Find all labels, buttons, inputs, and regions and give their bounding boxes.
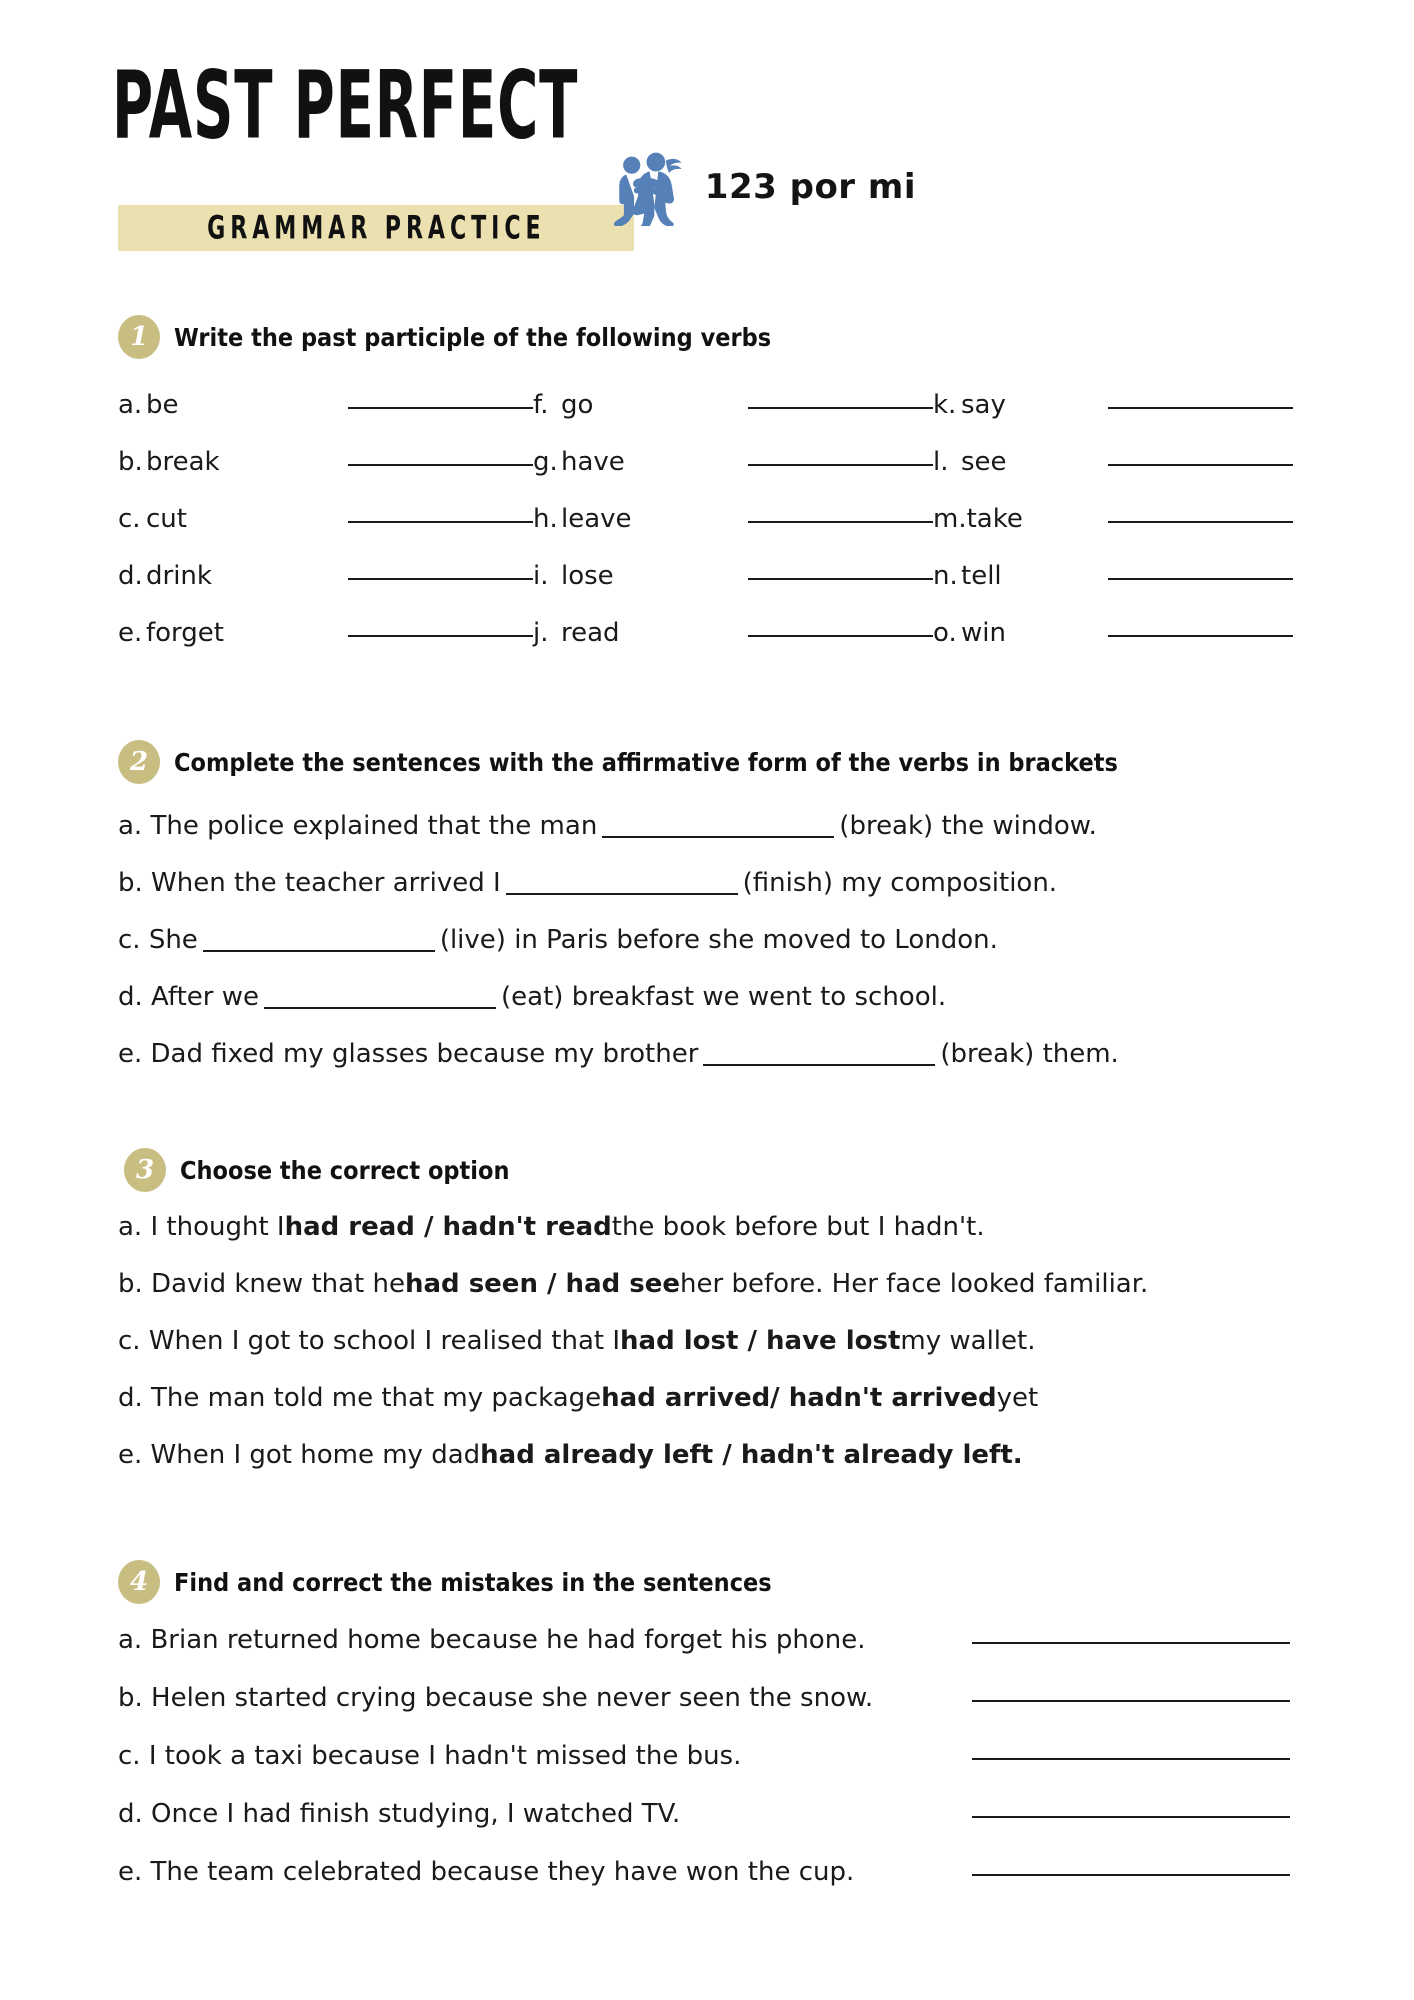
verb-answer-line[interactable] [1108, 464, 1293, 466]
mistake-sentence-item [118, 1799, 1290, 1857]
sentence-text: Brian returned home because he had forget his phone. [150, 1625, 866, 1655]
option-choices[interactable]: had seen / had see [404, 1269, 681, 1299]
verb-item [533, 561, 933, 618]
verb-item [933, 561, 1293, 618]
mistake-sentence-item [118, 1741, 1290, 1799]
verb-index: e. [118, 618, 143, 648]
verb-answer-line[interactable] [348, 635, 533, 637]
verb-item [933, 447, 1293, 504]
verb-word: say [961, 390, 1006, 420]
verb-item [533, 447, 933, 504]
verb-index: g. [533, 447, 558, 477]
subtitle-banner [118, 205, 634, 251]
verb-answer-line[interactable] [748, 521, 933, 523]
verb-answer-line[interactable] [1108, 407, 1293, 409]
sentence-item [118, 862, 1308, 919]
verb-answer-line[interactable] [348, 407, 533, 409]
verb-answer-line[interactable] [748, 635, 933, 637]
sentence-before: I thought I [150, 1212, 285, 1242]
sentence-after: the book before but I hadn't. [611, 1212, 985, 1242]
fill-in-blank[interactable] [203, 923, 435, 952]
mistake-sentence-item [118, 1857, 1290, 1915]
option-sentence-item [118, 1383, 1308, 1440]
exercise-2-heading [118, 740, 1414, 784]
verb-word: read [561, 618, 620, 648]
exercise-1-badge: 1 [118, 315, 160, 359]
sentence-index: b. [118, 1683, 143, 1713]
exercise-3-items [118, 1212, 1308, 1497]
sentence-after: my wallet. [900, 1326, 1036, 1356]
verb-answer-line[interactable] [348, 578, 533, 580]
correction-answer-line[interactable] [972, 1642, 1290, 1644]
sentence-item [118, 976, 1308, 1033]
verb-word: have [561, 447, 625, 477]
exercise-2 [0, 740, 1414, 784]
verb-answer-line[interactable] [748, 578, 933, 580]
exercise-4-items [118, 1625, 1290, 1915]
verb-answer-line[interactable] [348, 464, 533, 466]
verb-item [118, 618, 533, 675]
verb-index: c. [118, 504, 141, 534]
correction-answer-line[interactable] [972, 1874, 1290, 1876]
sentence-before: When the teacher arrived I [151, 868, 501, 899]
verb-word: go [561, 390, 594, 420]
sentence-after: (finish) my composition. [742, 868, 1058, 899]
verb-answer-line[interactable] [1108, 521, 1293, 523]
verb-answer-line[interactable] [348, 521, 533, 523]
verb-item [533, 390, 933, 447]
exercise-1 [0, 315, 1414, 359]
verb-index: d. [118, 561, 143, 591]
brand-name-text: 123 por mi [704, 167, 916, 207]
page-title: PAST PERFECT [112, 50, 579, 160]
option-sentence-item [118, 1440, 1308, 1497]
sentence-after: yet [996, 1383, 1039, 1413]
verb-index: i. [533, 561, 549, 591]
verb-index: m. [933, 504, 967, 534]
sentence-index: d. [118, 1383, 143, 1413]
sentence-index: e. [118, 1039, 143, 1070]
option-sentence-item [118, 1212, 1308, 1269]
verb-item [533, 504, 933, 561]
verb-index: n. [933, 561, 958, 591]
exercise-2-badge: 2 [118, 740, 160, 784]
verb-index: b. [118, 447, 143, 477]
sentence-index: a. [118, 1625, 143, 1655]
sentence-item [118, 805, 1308, 862]
sentence-index: b. [118, 1269, 143, 1299]
verb-item [933, 390, 1293, 447]
exercise-2-instruction: Complete the sentences with the affirmative form of the verbs in brackets [174, 747, 1118, 777]
sentence-index: d. [118, 1799, 143, 1829]
sentence-index: d. [118, 982, 143, 1013]
sentence-before: The man told me that my package [151, 1383, 602, 1413]
sentence-index: c. [118, 1326, 141, 1356]
correction-answer-line[interactable] [972, 1700, 1290, 1702]
verb-word: break [146, 447, 220, 477]
exercise-4-heading [118, 1560, 1414, 1604]
exercise-4 [0, 1560, 1414, 1604]
mistake-sentence-item [118, 1683, 1290, 1741]
sentence-index: c. [118, 1741, 141, 1771]
verb-item [933, 504, 1293, 561]
sentence-before: When I got home my dad [150, 1440, 481, 1470]
sentence-index: e. [118, 1857, 143, 1887]
sentence-text: I took a taxi because I hadn't missed the bus. [148, 1741, 742, 1771]
sentence-index: e. [118, 1440, 143, 1470]
verb-item [933, 618, 1293, 675]
sentence-text: Once I had finish studying, I watched TV. [151, 1799, 681, 1829]
subtitle-text: GRAMMAR PRACTICE [206, 209, 546, 247]
sentence-text: Helen started crying because she never seen the snow. [151, 1683, 874, 1713]
exercise-4-badge: 4 [118, 1560, 160, 1604]
sentence-after: her before. Her face looked familiar. [680, 1269, 1149, 1299]
sentence-index: a. [118, 811, 143, 842]
fill-in-blank[interactable] [264, 980, 496, 1009]
sentence-before: She [148, 925, 198, 956]
correction-answer-line[interactable] [972, 1816, 1290, 1818]
sentence-index: a. [118, 1212, 143, 1242]
verb-word: win [961, 618, 1006, 648]
verb-index: l. [933, 447, 949, 477]
exercise-4-instruction: Find and correct the mistakes in the sentences [174, 1567, 772, 1597]
verb-item [118, 561, 533, 618]
verb-word: cut [146, 504, 187, 534]
mistake-sentence-item [118, 1625, 1290, 1683]
correction-answer-line[interactable] [972, 1758, 1290, 1760]
exercise-3-badge: 3 [124, 1148, 166, 1192]
exercise-3 [0, 1148, 1414, 1192]
verb-index: o. [933, 618, 957, 648]
sentence-after: (break) the window. [839, 811, 1097, 842]
verb-answer-line[interactable] [1108, 578, 1293, 580]
brand-logo [613, 148, 916, 226]
sentence-index: c. [118, 925, 141, 956]
sentence-text: The team celebrated because they have won the cup. [150, 1857, 855, 1887]
sentence-item [118, 919, 1308, 976]
verb-word: see [961, 447, 1007, 477]
sentence-index: b. [118, 868, 143, 899]
verb-item [118, 504, 533, 561]
fill-in-blank[interactable] [506, 866, 738, 895]
verb-word: be [146, 390, 179, 420]
verb-word: drink [146, 561, 212, 591]
verb-index: k. [933, 390, 957, 420]
sentence-after: (break) them. [940, 1039, 1119, 1070]
verb-item [118, 447, 533, 504]
verb-item [118, 390, 533, 447]
option-choices[interactable]: had read / hadn't read [284, 1212, 612, 1242]
verb-answer-line[interactable] [748, 407, 933, 409]
exercise-2-items [118, 805, 1308, 1090]
sentence-before: Dad fixed my glasses because my brother [150, 1039, 699, 1070]
sentence-item [118, 1033, 1308, 1090]
sentence-before: The police explained that the man [150, 811, 598, 842]
verb-word: leave [561, 504, 632, 534]
exercise-1-heading [118, 315, 1414, 359]
verb-word: take [966, 504, 1023, 534]
verb-index: f. [533, 390, 549, 420]
fill-in-blank[interactable] [602, 809, 834, 838]
sentence-before: After we [151, 982, 260, 1013]
option-sentence-item [118, 1269, 1308, 1326]
option-choices[interactable]: had already left / hadn't already left. [480, 1440, 1023, 1470]
exercise-1-verb-grid [118, 390, 1293, 675]
option-choices[interactable]: had arrived/ hadn't arrived [601, 1383, 997, 1413]
verb-index: h. [533, 504, 558, 534]
sentence-before: When I got to school I realised that I [148, 1326, 621, 1356]
exercise-3-instruction: Choose the correct option [180, 1155, 510, 1185]
verb-word: forget [146, 618, 224, 648]
sentence-after: (live) in Paris before she moved to London. [439, 925, 998, 956]
exercise-1-instruction: Write the past participle of the following verbs [174, 322, 772, 352]
option-choices[interactable]: had lost / have lost [620, 1326, 901, 1356]
option-sentence-item [118, 1326, 1308, 1383]
verb-answer-line[interactable] [748, 464, 933, 466]
verb-word: lose [561, 561, 614, 591]
two-children-playing-icon [613, 148, 691, 226]
sentence-before: David knew that he [151, 1269, 405, 1299]
verb-word: tell [961, 561, 1002, 591]
fill-in-blank[interactable] [703, 1037, 935, 1066]
verb-answer-line[interactable] [1108, 635, 1293, 637]
exercise-3-heading [124, 1148, 1414, 1192]
worksheet-header [0, 0, 1414, 247]
verb-index: j. [533, 618, 549, 648]
verb-item [533, 618, 933, 675]
sentence-after: (eat) breakfast we went to school. [501, 982, 947, 1013]
verb-index: a. [118, 390, 143, 420]
